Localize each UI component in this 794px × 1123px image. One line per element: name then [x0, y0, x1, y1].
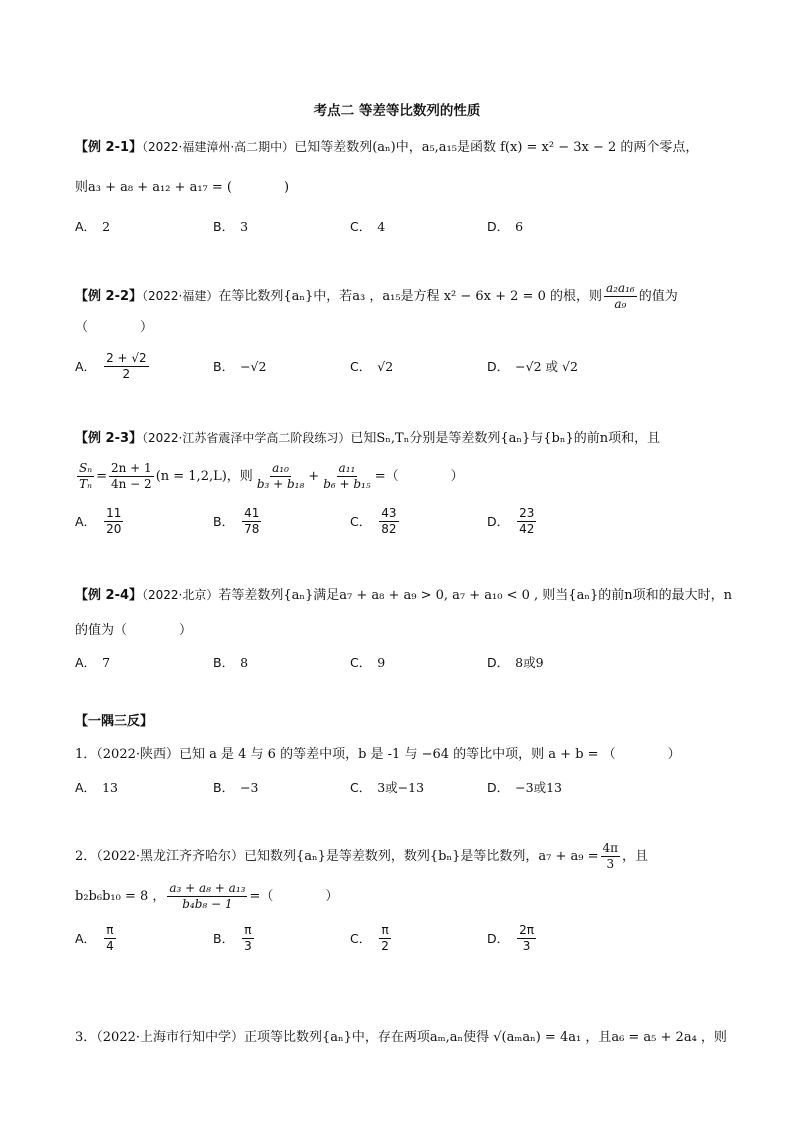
example-source: （2022·福建） [142, 289, 219, 303]
example-2-4-stem-line1 [75, 583, 735, 608]
option-d: D． −3或13 [487, 780, 562, 795]
option-d: D． 6 [487, 218, 524, 234]
question-1-options [75, 767, 735, 807]
fraction: $\frac{\text{a₁₀}}{\text{b₃ + b₁₈}}$ [256, 461, 305, 491]
option-d: D． $\frac{23}{42}$ [487, 505, 535, 536]
option-c: C． $\frac{\pi}{2}$ [350, 922, 389, 953]
option-a: A． $\frac{2 + √2}{2}$ [75, 350, 147, 381]
option-b: B． $\frac{\pi}{3}$ [213, 922, 252, 953]
option-b: B． −3 [213, 779, 259, 795]
option-a: A． 2 [75, 218, 111, 234]
example-source: （2022·江苏省震泽中学高二阶段练习） [142, 431, 351, 445]
option-b: B． 8 [213, 654, 249, 670]
option-c: C． 9 [350, 654, 386, 670]
option-c: C． √2 [350, 358, 394, 374]
section-heading: 【一隅三反】 [75, 714, 154, 729]
example-source: （2022·福建漳州·高二期中） [142, 140, 295, 154]
example-label: 【例 2-1】 [75, 140, 143, 155]
example-2-2-stem-line1: 【例 2-2】（2022·福建）在等比数列{aₙ}中，若a₃ ，a₁₅是方程 x² − 6x + 2 = 0 的根，则 $\frac{\text{a₂a₁₆}}{\text{a₉}}$ 的值为 [75, 281, 678, 311]
example-2-4-options [75, 642, 735, 682]
example-2-2-answer-paren: （ ） [75, 320, 154, 335]
fraction: $\frac{\text{a₂a₁₆}}{\text{a₉}}$ [605, 281, 635, 311]
example-2-1-stem-line1 [75, 135, 735, 160]
option-c: C． 3或−13 [350, 780, 425, 795]
example-label: 【例 2-4】 [75, 588, 143, 603]
example-2-1-stem-line2: 则a₃ + a₈ + a₁₂ + a₁₇ = ( ) [75, 180, 290, 195]
option-a: A． $\frac{11}{20}$ [75, 505, 122, 536]
question-2-stem-line1: 2．（2022·黑龙江齐齐哈尔）已知数列{aₙ}是等差数列，数列{bₙ}是等比数列，a₇ + a₉ = $\frac{4\pi}{3}$ ，且 [75, 841, 649, 871]
example-text: 若等差数列{aₙ}满足a₇ + a₈ + a₉ > 0, a₇ + a₁₀ < 0 , 则当{aₙ}的前n项和的最大时，n [218, 588, 732, 603]
fraction: $\frac{2n + 1}{4n - 2}$ [111, 461, 152, 491]
example-label: 【例 2-3】 [75, 431, 143, 446]
example-source: （2022·北京） [142, 588, 219, 602]
fraction: $\frac{\text{Sₙ}}{\text{Tₙ}}$ [79, 461, 93, 491]
question-1-stem: 1．（2022·陕西）已知 a 是 4 与 6 的等差中项，b 是 -1 与 −64 的等比中项，则 a + b = （ ） [75, 747, 681, 762]
fraction: $\frac{4\pi}{3}$ [602, 841, 619, 871]
fraction: $\frac{\text{a₃ + a₈ + a₁₃}}{\text{b₄b₈ − 1}}$ [169, 881, 246, 911]
option-c: C． $\frac{43}{82}$ [350, 505, 397, 536]
option-b: B． 3 [213, 218, 249, 234]
option-a: A． $\frac{\pi}{4}$ [75, 922, 114, 953]
example-2-4-stem-line2: 的值为（ ） [75, 623, 193, 638]
example-2-3-options [75, 501, 735, 541]
example-2-3-stem-line1 [75, 426, 735, 451]
fraction: $\frac{\text{a₁₁}}{\text{b₆ + b₁₅}}$ [323, 461, 371, 491]
option-a: A． 7 [75, 654, 111, 670]
example-label: 【例 2-2】 [75, 289, 143, 304]
option-b: B． −√2 [213, 358, 267, 374]
option-a: A． 13 [75, 779, 118, 795]
option-d: D． $\frac{2\pi}{3}$ [487, 922, 534, 953]
example-2-1-options [75, 206, 735, 246]
option-d: D． 8或9 [487, 655, 544, 670]
example-text: 已知Sₙ,Tₙ分别是等差数列{aₙ}与{bₙ}的前n项和，且 [350, 431, 661, 446]
example-text: 在等比数列{aₙ}中，若a₃ ，a₁₅是方程 x² − 6x + 2 = 0 的根，则 [218, 289, 602, 304]
option-d: D． −√2 或 √2 [487, 359, 578, 374]
question-2-stem-line2: b₂b₆b₁₀ = 8 ， $\frac{\text{a₃ + a₈ + a₁₃}}{\text{b₄b₈ − 1}}$ =（ ） [75, 881, 339, 911]
option-c: C． 4 [350, 218, 386, 234]
example-2-2-options [75, 346, 735, 386]
question-3-stem: 3．（2022·上海市行知中学）正项等比数列{aₙ}中，存在两项aₘ,aₙ使得 √(aₘaₙ) = 4a₁ ，且a₆ = a₅ + 2a₄ ，则 [75, 1030, 727, 1045]
option-b: B． $\frac{41}{78}$ [213, 505, 260, 536]
example-2-3-stem-line2: $\frac{\text{Sₙ}}{\text{Tₙ}}$ = $\frac{2n + 1}{4n - 2}$ (n = 1,2,L)，则 $\frac{\text{a₁₀}}{\text{b₃ + b₁₈}}$ + $\frac{\text{a₁₁}}{\text{b₆ + b₁₅}}$ =（ ） [79, 461, 464, 491]
question-2-options [75, 918, 735, 958]
example-text: 已知等差数列(aₙ)中，a₅,a₁₅是函数 f(x) = x² − 3x − 2 的两个零点， [294, 140, 699, 155]
page-title: 考点二 等差等比数列的性质 [313, 103, 481, 119]
